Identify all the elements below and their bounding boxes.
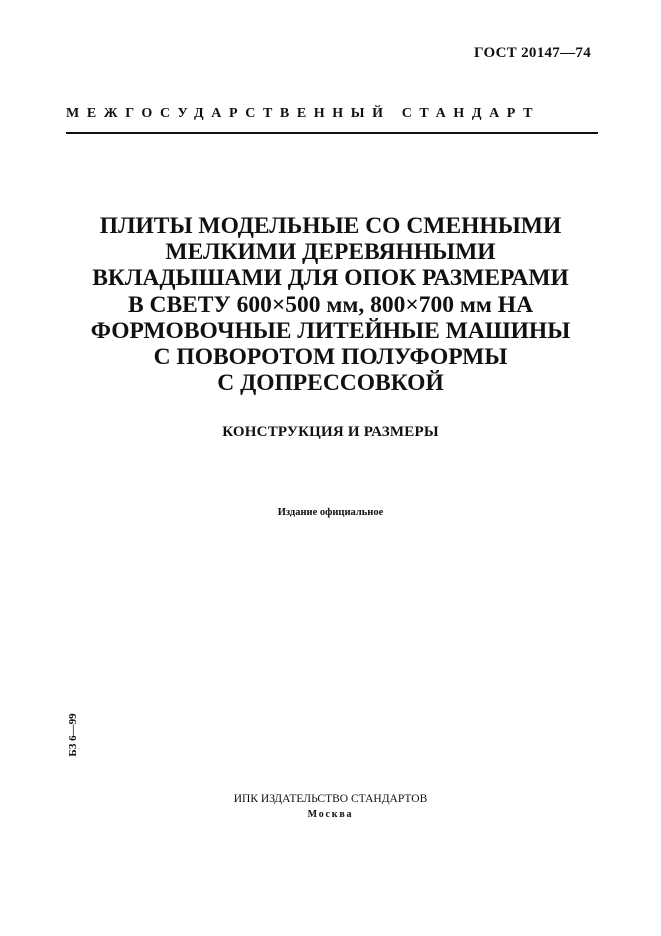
title-line: ВКЛАДЫШАМИ ДЛЯ ОПОК РАЗМЕРАМИ [92, 265, 569, 292]
document-subtitle: КОНСТРУКЦИЯ И РАЗМЕРЫ [222, 424, 439, 440]
title-line: ФОРМОВОЧНЫЕ ЛИТЕЙНЫЕ МАШИНЫ [90, 317, 571, 344]
publisher-city: Москва [307, 809, 354, 820]
publisher-name: ИПК ИЗДАТЕЛЬСТВО СТАНДАРТОВ [233, 793, 428, 805]
standard-number: ГОСТ 20147—74 [473, 45, 591, 61]
header-divider [66, 132, 598, 134]
title-line: С ДОПРЕССОВКОЙ [217, 370, 444, 397]
edition-note: Издание официальное [277, 507, 384, 518]
header-band-interstate-standard: МЕЖГОСУДАРСТВЕННЫЙ СТАНДАРТ [66, 106, 541, 121]
title-line: ПЛИТЫ МОДЕЛЬНЫЕ СО СМЕННЫМИ [99, 213, 562, 239]
title-line: В СВЕТУ 600×500 мм, 800×700 мм НА [127, 291, 534, 318]
document-title [40, 213, 621, 396]
side-index-mark: БЗ 6—99 [67, 713, 79, 757]
title-line: С ПОВОРОТОМ ПОЛУФОРМЫ [153, 344, 508, 371]
title-line: МЕЛКИМИ ДЕРЕВЯННЫМИ [165, 239, 496, 266]
